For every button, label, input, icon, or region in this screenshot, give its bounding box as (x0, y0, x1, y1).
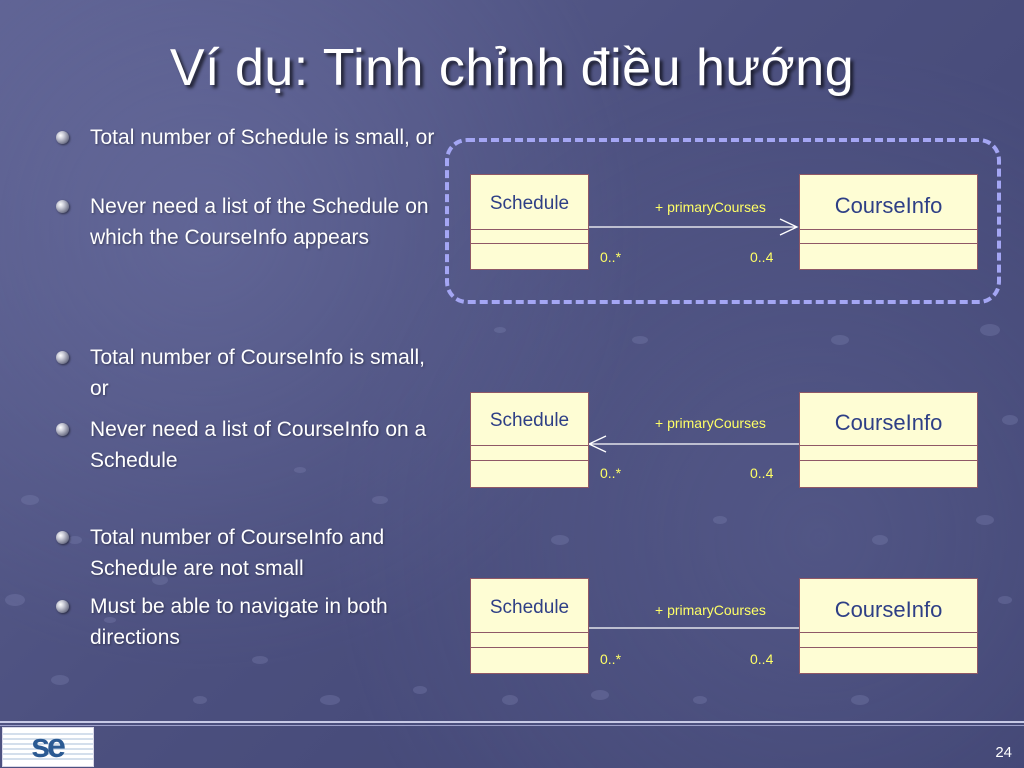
class-name: CourseInfo (834, 410, 943, 435)
bullet-icon (56, 531, 69, 544)
bullet-icon (56, 131, 69, 144)
bullet-text: Never need a list of the Schedule on which the CourseInfo appears (90, 195, 429, 249)
multiplicity-label: 0..* (600, 651, 622, 667)
multiplicity-label: 0..4 (750, 465, 774, 481)
svg-text:se: se (31, 728, 63, 765)
bullet-text: Total number of CourseInfo is small, or (90, 346, 425, 400)
class-box-courseinfo (799, 578, 978, 674)
class-name: Schedule (489, 597, 570, 618)
slide-title: Ví dụ: Tinh chỉnh điều hướng (169, 39, 855, 97)
class-box-courseinfo (799, 174, 978, 270)
bullet-item (54, 414, 444, 476)
class-box-courseinfo (799, 392, 978, 488)
class-divider (800, 243, 977, 244)
bullet-icon (56, 351, 69, 364)
class-divider (471, 460, 588, 461)
class-box-schedule (470, 174, 589, 270)
role-label: + primaryCourses (655, 199, 766, 215)
se-logo (2, 727, 94, 767)
footer-divider (0, 725, 1024, 726)
class-box-schedule (470, 392, 589, 488)
class-divider (800, 229, 977, 230)
multiplicity-label: 0..4 (750, 249, 774, 265)
bullet-item (54, 122, 444, 153)
class-divider (800, 445, 977, 446)
class-name: Schedule (489, 410, 570, 431)
class-divider (800, 647, 977, 648)
bullet-text: Total number of Schedule is small, or (90, 126, 435, 149)
bullet-item (54, 591, 444, 653)
bullet-item (54, 522, 444, 584)
class-name: CourseInfo (834, 193, 943, 218)
multiplicity-label: 0..* (600, 465, 622, 481)
class-name: CourseInfo (834, 597, 943, 622)
class-name: Schedule (489, 193, 570, 214)
bullet-text: Never need a list of CourseInfo on a Schedule (90, 418, 427, 472)
multiplicity-label: 0..* (600, 249, 622, 265)
class-divider (471, 647, 588, 648)
bullet-icon (56, 200, 69, 213)
class-divider (471, 243, 588, 244)
multiplicity-label: 0..4 (750, 651, 774, 667)
bullet-item (54, 342, 444, 404)
class-divider (471, 632, 588, 633)
class-box-schedule (470, 578, 589, 674)
class-divider (800, 460, 977, 461)
arrowhead-left-icon (589, 436, 606, 452)
class-divider (471, 229, 588, 230)
role-label: + primaryCourses (655, 415, 766, 431)
bullet-icon (56, 600, 69, 613)
bullet-text: Total number of CourseInfo and Schedule are not small (90, 526, 385, 580)
footer-divider (0, 721, 1024, 723)
bullet-item (54, 191, 444, 253)
page-number: 24 (995, 744, 1012, 761)
class-divider (471, 445, 588, 446)
bullet-text: Must be able to navigate in both directions (90, 595, 388, 649)
logo-icon (3, 728, 93, 766)
bullet-icon (56, 423, 69, 436)
class-divider (800, 632, 977, 633)
role-label: + primaryCourses (655, 602, 766, 618)
